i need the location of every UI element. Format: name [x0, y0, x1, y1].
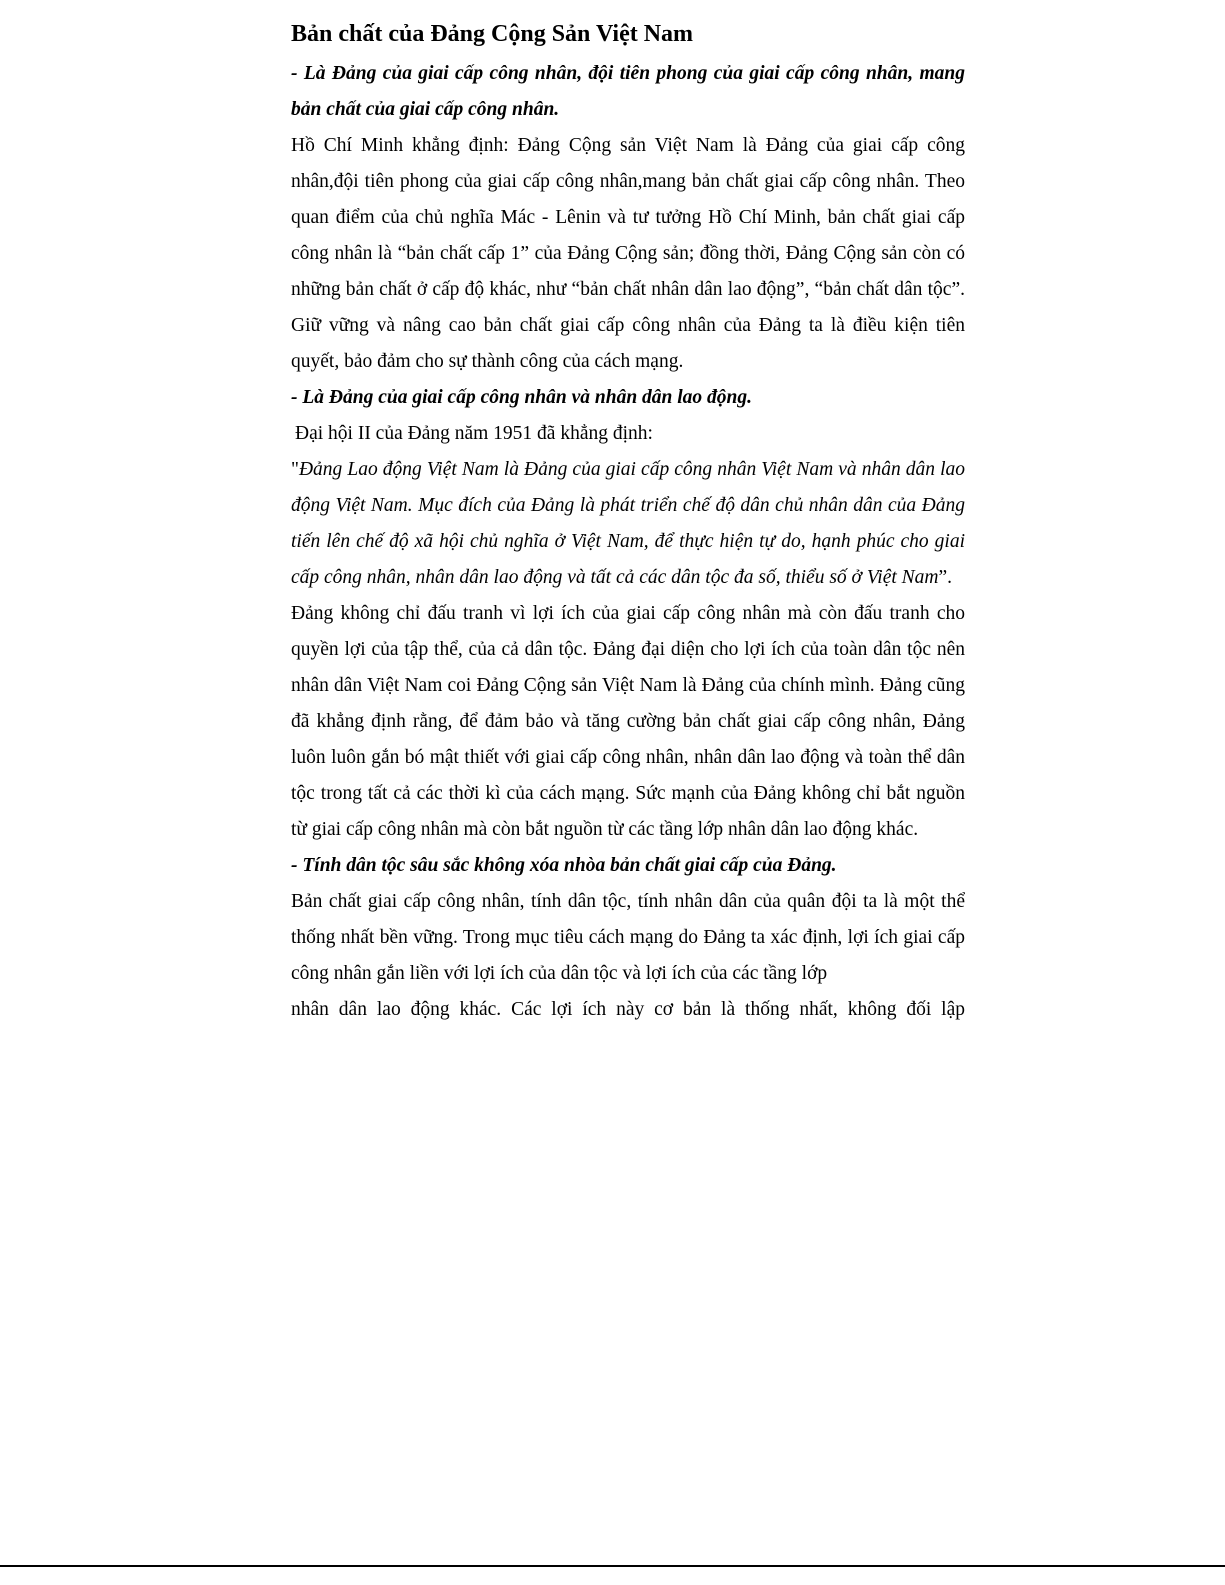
page-bottom-rule	[0, 1565, 1225, 1567]
document-page	[291, 18, 965, 1028]
section1-heading: - Là Đảng của giai cấp công nhân, đội tiên phong của giai cấp công nhân, mang bản chất của giai cấp công nhân.	[291, 63, 965, 120]
section3-body: Bản chất giai cấp công nhân, tính dân tộc, tính nhân dân của quân đội ta là một thể thống nhất bền vững. Trong mục tiêu cách mạng do Đảng ta xác định, lợi ích giai cấp công nhân gắn liền với lợi ích của dân tộc và lợi ích của các tầng lớp	[291, 891, 965, 984]
section3-body-last-line: nhân dân lao động khác. Các lợi ích này cơ bản là thống nhất, không đối lập	[291, 999, 965, 1020]
section2-body: Đảng không chỉ đấu tranh vì lợi ích của giai cấp công nhân mà còn đấu tranh cho quyền lợi của tập thể, của cả dân tộc. Đảng đại diện cho lợi ích của toàn dân tộc nên nhân dân Việt Nam coi Đảng Cộng sản Việt Nam là Đảng của chính mình. Đảng cũng đã khẳng định rằng, để đảm bảo và tăng cường bản chất giai cấp công nhân, Đảng luôn luôn gắn bó mật thiết với giai cấp công nhân, nhân dân lao động và toàn thể dân tộc trong tất cả các thời kì của cách mạng. Sức mạnh của Đảng không chỉ bắt nguồn từ giai cấp công nhân mà còn bắt nguồn từ các tầng lớp nhân dân lao động khác.	[291, 603, 965, 840]
quote-close-mark: ”.	[938, 567, 953, 588]
section2-heading: - Là Đảng của giai cấp công nhân và nhân dân lao động.	[291, 387, 753, 408]
quote-open-mark: "	[291, 459, 299, 480]
section2-intro: Đại hội II của Đảng năm 1951 đã khẳng định:	[295, 423, 653, 444]
section3-heading: - Tính dân tộc sâu sắc không xóa nhòa bản chất giai cấp của Đảng.	[291, 855, 837, 876]
quote-text: Đảng Lao động Việt Nam là Đảng của giai cấp công nhân Việt Nam và nhân dân lao động Việt Nam. Mục đích của Đảng là phát triển chế độ dân chủ nhân dân của Đảng tiến lên chế độ xã hội chủ nghĩa ở Việt Nam, để thực hiện tự do, hạnh phúc cho giai cấp công nhân, nhân dân lao động và tất cả các dân tộc đa số, thiểu số ở Việt Nam	[291, 459, 965, 588]
section2-quote	[291, 452, 965, 596]
section1-body: Hồ Chí Minh khẳng định: Đảng Cộng sản Việt Nam là Đảng của giai cấp công nhân,đội tiên phong của giai cấp công nhân,mang bản chất giai cấp công nhân. Theo quan điểm của chủ nghĩa Mác - Lênin và tư tưởng Hồ Chí Minh, bản chất giai cấp công nhân là “bản chất cấp 1” của Đảng Cộng sản; đồng thời, Đảng Cộng sản còn có những bản chất ở cấp độ khác, như “bản chất nhân dân lao động”, “bản chất dân tộc”. Giữ vững và nâng cao bản chất giai cấp công nhân của Đảng ta là điều kiện tiên quyết, bảo đảm cho sự thành công của cách mạng.	[291, 135, 965, 372]
page-title: Bản chất của Đảng Cộng Sản Việt Nam	[291, 21, 694, 47]
